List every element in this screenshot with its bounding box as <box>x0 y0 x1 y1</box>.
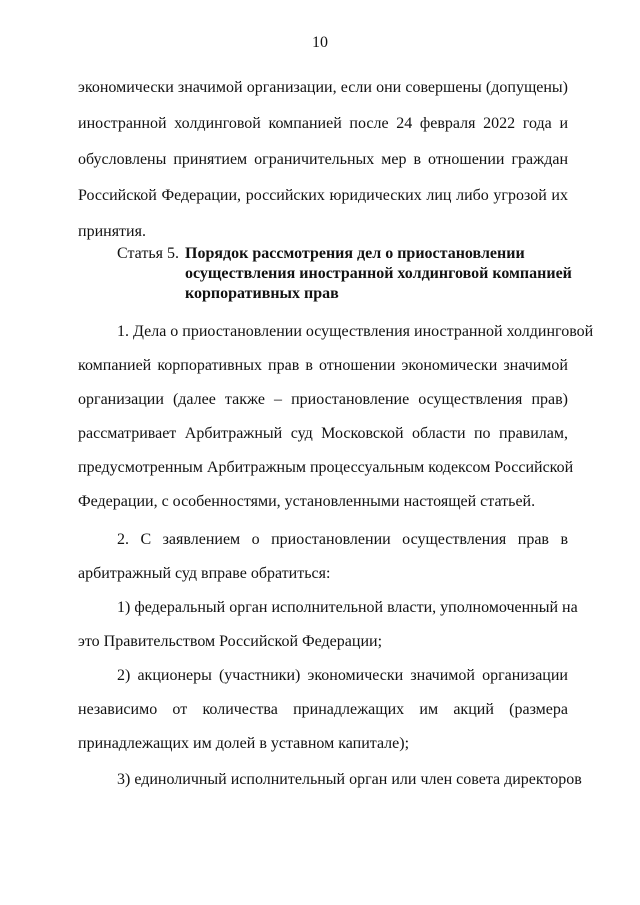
article-title <box>185 244 572 304</box>
list-item-1 <box>78 598 578 652</box>
list-item-2 <box>78 666 568 754</box>
page-number: 10 <box>312 34 328 51</box>
paragraph-line: принадлежащих им долей в уставном капитале); <box>78 735 410 752</box>
paragraph-line: 1. Дела о приостановлении осуществления иностранной холдинговой <box>117 323 594 340</box>
paragraph-line: рассматривает Арбитражный суд Московской области по правилам, <box>78 425 568 442</box>
list-item-3 <box>78 770 582 790</box>
paragraph-line: принятия. <box>78 223 146 240</box>
paragraph-line: это Правительством Российской Федерации; <box>78 633 383 650</box>
paragraph-line: Федерации, с особенностями, установленными настоящей статьей. <box>78 493 536 510</box>
paragraph-line: арбитражный суд вправе обратиться: <box>78 565 331 582</box>
paragraph-line: организации (далее также – приостановление осуществления прав) <box>78 391 568 408</box>
paragraph-1 <box>78 322 594 512</box>
paragraph-line: предусмотренным Арбитражным процессуальным кодексом Российской <box>78 459 574 476</box>
paragraph-line: Российской Федерации, российских юридических лиц либо угрозой их <box>78 187 568 204</box>
paragraph-line: компанией корпоративных прав в отношении экономически значимой <box>78 357 568 374</box>
article-title-line: корпоративных прав <box>185 285 339 302</box>
paragraph-2 <box>78 530 568 584</box>
paragraph-intro <box>78 78 568 242</box>
paragraph-line: 3) единоличный исполнительный орган или член совета директоров <box>117 771 582 788</box>
paragraph-line: независимо от количества принадлежащих им акций (размера <box>78 701 568 718</box>
article-title-line: Порядок рассмотрения дел о приостановлении <box>185 245 525 262</box>
paragraph-line: 2. С заявлением о приостановлении осуществления прав в <box>117 531 568 548</box>
article-title-line: осуществления иностранной холдинговой компанией <box>185 265 572 282</box>
paragraph-line: 1) федеральный орган исполнительной власти, уполномоченный на <box>117 599 578 616</box>
article-heading <box>117 244 577 304</box>
paragraph-line: экономически значимой организации, если они совершены (допущены) <box>78 79 568 96</box>
paragraph-line: обусловлены принятием ограничительных мер в отношении граждан <box>78 151 568 168</box>
paragraph-line: 2) акционеры (участники) экономически значимой организации <box>117 667 568 684</box>
article-label: Статья 5. <box>117 245 179 262</box>
paragraph-line: иностранной холдинговой компанией после 24 февраля 2022 года и <box>78 115 568 132</box>
